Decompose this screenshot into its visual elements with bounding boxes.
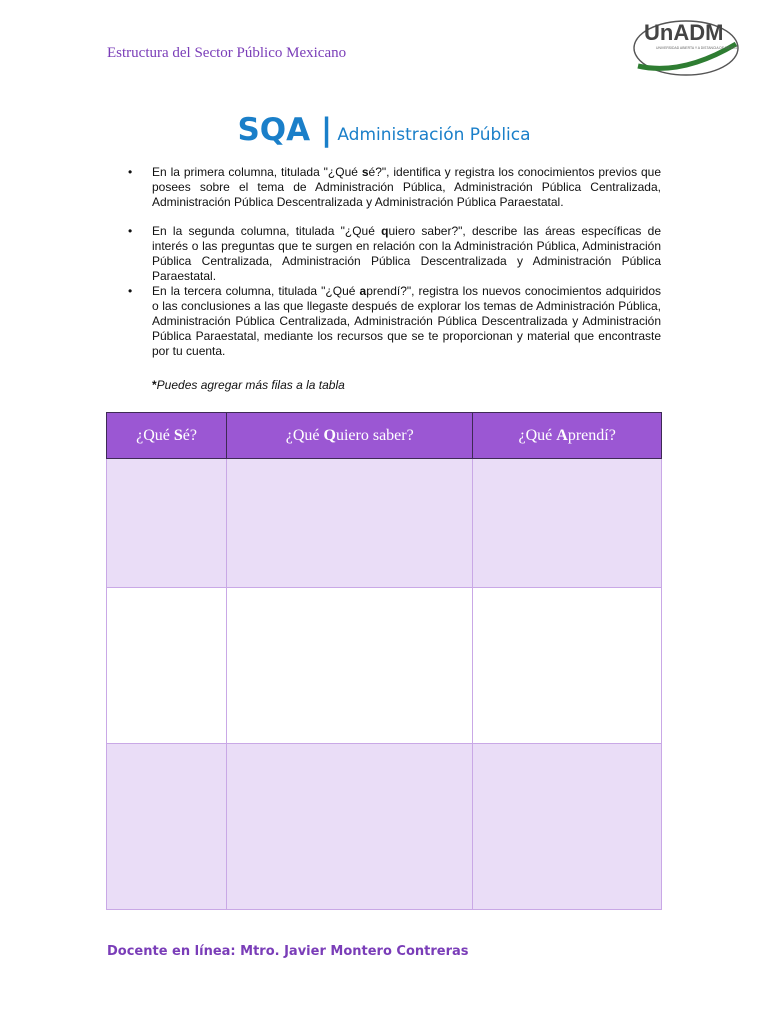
table-header-row [107,413,662,459]
instruction-text: é?", identifica y registra los conocimientos previos que posees sobre el tema de Administración Pública, Administración Pública Centralizada, Administración Pública Descentralizada y Administración Pública Paraestatal. [152,165,661,209]
table-row [107,744,662,910]
column-header-quiero-saber: ¿Qué Quiero saber? [227,413,473,459]
column-header-aprendi: ¿Qué Aprendí? [473,413,662,459]
table-cell[interactable] [227,588,473,744]
instruction-key: s [361,165,369,179]
table-cell[interactable] [473,459,662,588]
table-cell[interactable] [227,744,473,910]
instruction-key: q [381,224,389,238]
table-cell[interactable] [107,459,227,588]
column-header-se: ¿Qué Sé? [107,413,227,459]
instruction-text: prendí?", registra los nuevos conocimientos adquiridos o las conclusiones a las que llegaste después de explorar los temas de Administración Pública, Administración Pública Centralizada, Administración Pública Descentralizada y Administración Pública Paraestatal, mediante los recursos que se te proporcionan y material que encontraste por tu cuenta. [152,284,661,358]
instruction-item [108,165,661,210]
table-cell[interactable] [107,744,227,910]
page-title [0,112,768,148]
title-sub: Administración Pública [337,125,531,145]
unadm-logo [632,14,740,76]
note-star: * [152,378,157,392]
sqa-table [106,412,662,910]
bullet-icon: • [128,224,133,238]
instruction-text: En la segunda columna, titulada "¿Qué [152,224,382,238]
note [152,378,345,392]
logo-text: UnADM [644,20,724,45]
instruction-item [108,224,661,284]
title-main: SQA | [237,112,333,148]
table-row [107,588,662,744]
footer-instructor: Docente en línea: Mtro. Javier Montero Contreras [107,944,469,959]
instruction-item [108,284,661,359]
instructions-list [108,165,661,359]
header-title: Estructura del Sector Público Mexicano [107,45,347,61]
instruction-key: a [359,284,367,298]
bullet-icon: • [128,284,133,298]
table-cell[interactable] [107,588,227,744]
table-row [107,459,662,588]
table-cell[interactable] [227,459,473,588]
instruction-text: En la tercera columna, titulada "¿Qué [152,284,360,298]
bullet-icon: • [128,165,133,179]
instruction-text: En la primera columna, titulada "¿Qué [152,165,362,179]
table-cell[interactable] [473,588,662,744]
instruction-text: uiero saber?", describe las áreas específicas de interés o las preguntas que te surgen en relación con la Administración Pública, Administración Pública Centralizada, Administración Pública Descentralizada y Administración Pública Paraestatal. [152,224,661,283]
table-cell[interactable] [473,744,662,910]
logo-subtext: UNIVERSIDAD ABIERTA Y A DISTANCIA DE MÉXICO [656,46,739,50]
note-text: Puedes agregar más filas a la tabla [156,378,345,392]
